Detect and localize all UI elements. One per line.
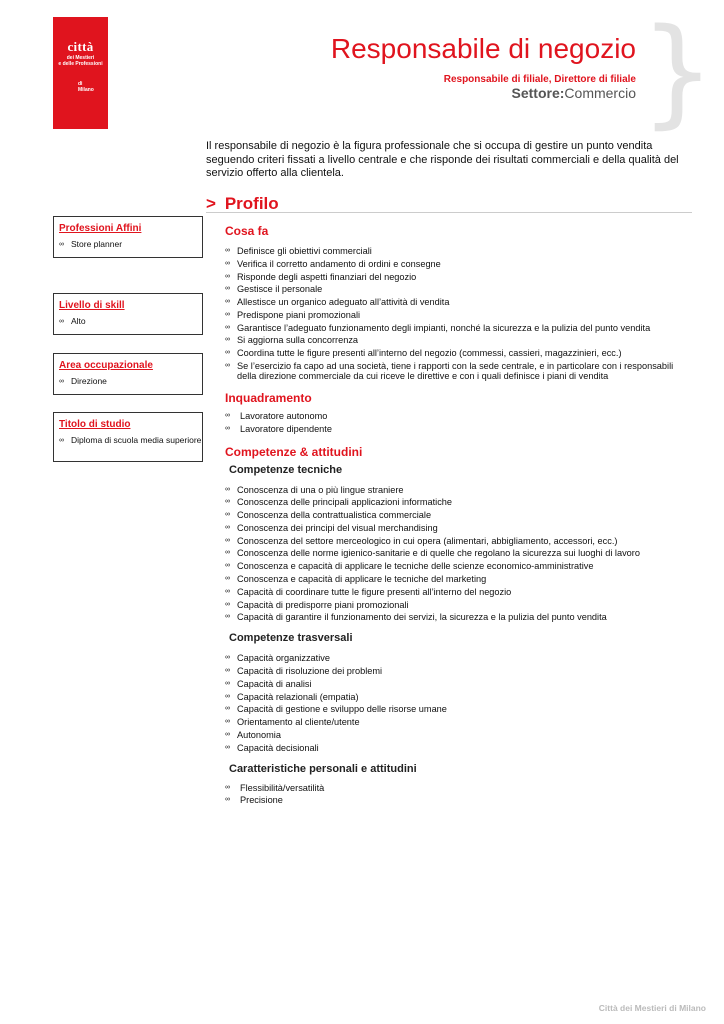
box-title: Titolo di studio xyxy=(59,419,131,430)
section-cosa-fa: Cosa fa xyxy=(225,224,269,238)
settore-value: Commercio xyxy=(564,85,636,101)
list-cosa-fa xyxy=(225,246,695,381)
list-item: ∞ Lavoratore dipendente xyxy=(225,424,695,434)
section-competenze: Competenze & attitudini xyxy=(225,444,363,459)
list-item: ∞ Conoscenza e capacità di applicare le tecniche del marketing xyxy=(225,574,695,584)
list-item: ∞ Allestisce un organico adeguato all’attività di vendita xyxy=(225,297,695,307)
list-item: ∞ Predispone piani promozionali xyxy=(225,310,695,320)
list-item: ∞ Capacità di coordinare tutte le figure presenti all’interno del negozio xyxy=(225,587,695,597)
list-trasversali xyxy=(225,653,695,752)
intro-text: Il responsabile di negozio è la figura professionale che si occupa di gestire un punto vendita seguendo criteri fissati a livello centrale e che risponde dei risultati commerciali e della qualità del servizio offerto alla clientela. xyxy=(206,140,679,179)
list-item: ∞ Se l’esercizio fa capo ad una società, tiene i rapporti con la sede centrale, e in particolare con i responsabili della direzione commerciale da cui riceve le direttive e con i quali definisce i piani di vendita xyxy=(225,361,695,381)
list-item: ∞ Flessibilità/versatilità xyxy=(225,783,695,793)
box-area-occupazionale xyxy=(53,353,203,395)
list-item: ∞ Lavoratore autonomo xyxy=(225,411,695,421)
profilo-heading xyxy=(206,194,692,213)
list-item: ∞ Capacità decisionali xyxy=(225,743,695,753)
list-item: ∞ Conoscenza delle norme igienico-sanitarie e di quelle che regolano la sicurezza sui luoghi di lavoro xyxy=(225,548,695,558)
list-item: ∞ Gestisce il personale xyxy=(225,284,695,294)
list-item: ∞ Capacità di risoluzione dei problemi xyxy=(225,666,695,676)
logo-city: di Milano xyxy=(78,81,94,93)
list-item: ∞ Verifica il corretto andamento di ordini e consegne xyxy=(225,259,695,269)
list-item: ∞ Autonomia xyxy=(225,730,695,740)
list-item: ∞ Capacità di predisporre piani promozionali xyxy=(225,600,695,610)
list-tecniche xyxy=(225,485,695,623)
page-subtitle: Responsabile di filiale, Direttore di filiale xyxy=(443,74,636,85)
section-inquadramento: Inquadramento xyxy=(225,390,312,405)
list-item: ∞ Capacità di gestione e sviluppo delle risorse umane xyxy=(225,704,695,714)
box-titolo-studio xyxy=(53,412,203,462)
box-professioni-affini xyxy=(53,216,203,258)
main-content xyxy=(225,220,695,808)
profilo-arrow: > xyxy=(206,194,216,213)
list-item: ∞ Conoscenza di una o più lingue straniere xyxy=(225,485,695,495)
list-item: ∞ Coordina tutte le figure presenti all’interno del negozio (commessi, cassieri, magazzinieri, ecc.) xyxy=(225,348,695,358)
box-title: Area occupazionale xyxy=(59,360,153,371)
list-item: ∞ Orientamento al cliente/utente xyxy=(225,717,695,727)
list-personali xyxy=(225,783,695,806)
decorative-brace: } xyxy=(640,2,716,140)
settore xyxy=(512,85,636,101)
logo-subtitle: dei Mestieri e delle Professioni xyxy=(58,55,103,67)
list-item: ∞ Definisce gli obiettivi commerciali xyxy=(225,246,695,256)
list-item: ∞ Conoscenza delle principali applicazioni informatiche xyxy=(225,497,695,507)
list-inquadramento xyxy=(225,411,695,434)
box-item: ∞ Diploma di scuola media superiore xyxy=(54,436,202,446)
box-title: Livello di skill xyxy=(59,300,125,311)
footer-text: Città dei Mestieri di Milano xyxy=(598,1003,706,1013)
list-item: ∞ Capacità relazionali (empatia) xyxy=(225,692,695,702)
subsection-trasversali: Competenze trasversali xyxy=(229,632,353,645)
list-item: ∞ Si aggiorna sulla concorrenza xyxy=(225,335,695,345)
box-title: Professioni Affini xyxy=(59,223,142,234)
list-item: ∞ Garantisce l’adeguato funzionamento degli impianti, nonché la sicurezza e la pulizia del punto vendita xyxy=(225,323,695,333)
box-livello-skill xyxy=(53,293,203,335)
list-item: ∞ Conoscenza e capacità di applicare le tecniche delle scienze economico-amministrative xyxy=(225,561,695,571)
subsection-personali: Caratteristiche personali e attitudini xyxy=(229,762,417,775)
list-item: ∞ Conoscenza della contrattualistica commerciale xyxy=(225,510,695,520)
box-item: ∞ Store planner xyxy=(54,240,202,250)
list-item: ∞ Capacità di garantire il funzionamento dei servizi, la sicurezza e la pulizia del punto vendita xyxy=(225,612,695,622)
profilo-title: Profilo xyxy=(224,194,279,213)
logo-title: città xyxy=(67,39,94,54)
list-item: ∞ Conoscenza dei principi del visual merchandising xyxy=(225,523,695,533)
subsection-tecniche: Competenze tecniche xyxy=(229,463,343,476)
list-item: ∞ Capacità organizzative xyxy=(225,653,695,663)
box-item: ∞ Direzione xyxy=(54,377,202,387)
logo xyxy=(53,17,108,129)
list-item: ∞ Capacità di analisi xyxy=(225,679,695,689)
list-item: ∞ Conoscenza del settore merceologico in cui opera (alimentari, abbigliamento, accessori, ecc.) xyxy=(225,536,695,546)
page-title: Responsabile di negozio xyxy=(330,33,636,64)
box-item: ∞ Alto xyxy=(54,317,202,327)
settore-label: Settore: xyxy=(511,85,565,101)
list-item: ∞ Precisione xyxy=(225,795,695,805)
list-item: ∞ Risponde degli aspetti finanziari del negozio xyxy=(225,272,695,282)
